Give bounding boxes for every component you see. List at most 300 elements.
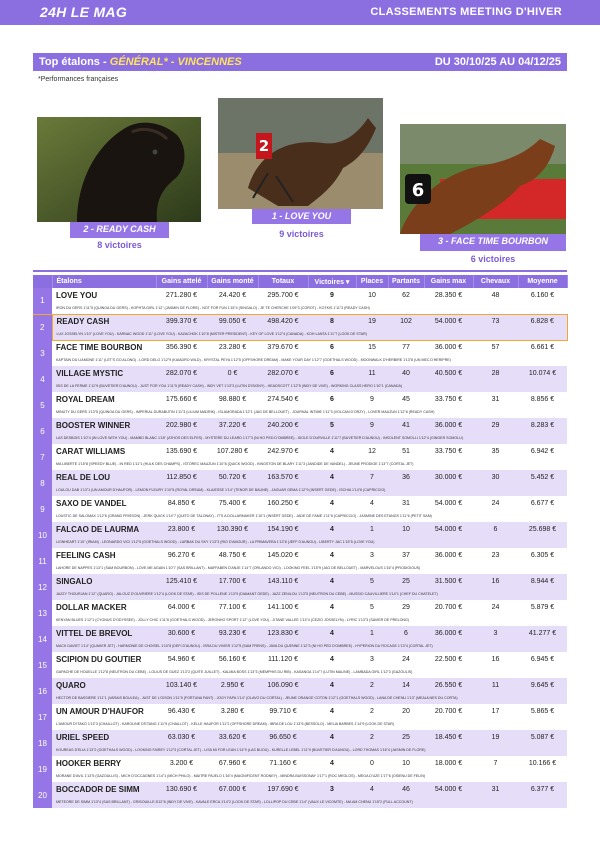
cell-chevaux: 35 (473, 444, 518, 458)
cell-attele: 130.690 € (156, 782, 207, 796)
cell-chevaux: 6 (473, 522, 518, 536)
cell-total: 160.250 € (258, 496, 308, 510)
cell-max: 54.000 € (424, 522, 473, 536)
cell-monte: 67.960 € (207, 756, 258, 770)
col-gains-max: Gains max (424, 275, 473, 288)
col-totals: Totaux (258, 275, 308, 288)
table-row-offspring (33, 588, 567, 600)
table-row-offspring (33, 718, 567, 730)
ranking-title: Top étalons - GÉNÉRAL* - VINCENNES (39, 56, 242, 68)
cell-vic: 4 (308, 678, 356, 692)
offspring-list: LAHORE DE NAPPES 1'13"1 (SAM BOURBON) - LOVE ME AGAIN 1'10"7 (SAS BRILLANT) - MAFFABEN D'ANJE 1'14"7 (ORLANDO VICI) - LOOKING FEEL 1'15"9 (JAG DE BELLOUET) - MARVELOUS 1'16"4 (PRODIGIOUS) (52, 562, 567, 574)
ranking-period: DU 30/10/25 AU 04/12/25 (434, 56, 561, 68)
cell-max: 54.000 € (424, 496, 473, 510)
cell-chevaux: 31 (473, 782, 518, 796)
cell-max: 18.450 € (424, 730, 473, 744)
table-row-offspring (33, 562, 567, 574)
cell-monte: 50.720 € (207, 470, 258, 484)
cell-attele: 175.660 € (156, 392, 207, 406)
cell-partants: 31 (388, 496, 424, 510)
cell-monte: 77.100 € (207, 600, 258, 614)
cell-places: 3 (356, 652, 388, 666)
col-gains-monte: Gains monté (207, 275, 258, 288)
table-row-offspring (33, 796, 567, 808)
cell-places: 12 (356, 444, 388, 458)
separator-line (33, 270, 567, 272)
cell-vic: 8 (308, 314, 356, 328)
stallion-name: VILLAGE MYSTIC (52, 366, 156, 380)
podium-victories-2: 8 victoires (97, 240, 142, 250)
cell-places: 9 (356, 418, 388, 432)
cell-chevaux: 29 (473, 418, 518, 432)
cell-chevaux: 11 (473, 678, 518, 692)
podium-victories-1: 9 victoires (279, 229, 324, 239)
cell-total: 498.420 € (258, 314, 308, 328)
stallion-name: LOVE YOU (52, 288, 156, 302)
podium-label-1: 1 - LOVE YOU (252, 209, 351, 224)
rank-cell: 9 (33, 496, 52, 522)
cell-vic: 4 (308, 704, 356, 718)
cell-total: 141.100 € (258, 600, 308, 614)
col-gains-attele: Gains attelé (156, 275, 207, 288)
cell-monte: 107.280 € (207, 444, 258, 458)
stallion-name: BOCCADOR DE SIMM (52, 782, 156, 796)
cell-places: 15 (356, 340, 388, 354)
cell-max: 18.000 € (424, 756, 473, 770)
cell-moyenne: 6.305 € (518, 548, 567, 562)
cell-total: 154.190 € (258, 522, 308, 536)
offspring-list: MORANE D'AVIL 1'13"5 (GAZOULLIS) - MICH D'OCCAGNES 1'14"1 (MICH PHILO) - MAITRE PAJELO 1'16"4 (MAGNIFICENT RODNEY) - MINDRA BUISSONAY 1'17"1 (ROC MEGLOS) - MEGA D'UZE 1'17"6 (OSIENU DE FELIN) (52, 770, 567, 782)
rank-cell: 16 (33, 678, 52, 704)
cell-moyenne: 6.677 € (518, 496, 567, 510)
cell-attele: 103.140 € (156, 678, 207, 692)
cell-places: 19 (356, 314, 388, 328)
stallion-name: FACE TIME BOURBON (52, 340, 156, 354)
table-row (33, 626, 567, 640)
cell-attele: 54.960 € (156, 652, 207, 666)
table-row (33, 444, 567, 458)
cell-attele: 135.690 € (156, 444, 207, 458)
cell-attele: 96.270 € (156, 548, 207, 562)
cell-moyenne: 5.087 € (518, 730, 567, 744)
cell-max: 20.700 € (424, 600, 473, 614)
cell-max: 54.000 € (424, 782, 473, 796)
rank-cell: 14 (33, 626, 52, 652)
cell-places: 3 (356, 548, 388, 562)
offspring-list: KOUREAS D'ELIA 1'13"2 (GOETHALS WOOD) - LOOKING FAIREY 1'12"3 (CORTAL JET) - LISA MI FOR LEAN 1'14"9 (LAS BIJOU) - KURELLE LEBEL 1'11"9 (BUVETIER D'AUNOU) - LORD THOMAS 1'16"4 (JASMIN DE FLORE) (52, 744, 567, 756)
stallion-name: URIEL SPEED (52, 730, 156, 744)
cell-partants: 36 (388, 470, 424, 484)
stallion-name: BOOSTER WINNER (52, 418, 156, 432)
offspring-list: ISIS DE LA FERME 1'11"9 (BUVETIER D'AUNOU) - JUST FOR YOU 1'11"5 (READY CASH) - INDY VET 1'13"3 (LUTIN D'ISIGNY) - HEADSCOTT 1'12"5 (INDY DE VIVE) - WORKING CLASS HERO 1'10"1 (CANADA) (52, 380, 567, 392)
cell-partants: 77 (388, 340, 424, 354)
cell-max: 36.000 € (424, 548, 473, 562)
footnote: *Performances françaises (38, 76, 119, 83)
cell-attele: 3.200 € (156, 756, 207, 770)
cell-max: 20.700 € (424, 704, 473, 718)
cell-moyenne: 10.074 € (518, 366, 567, 380)
offspring-list: L'AMOUR D'ITAKO 1'13"3 (CHAILLOT) - KAROLINE D'ETANG 1'11"9 (CHAILLOT) - KELLE HAUFOR 1'11"2 (OFFSHORE DREAM) - IBRA DE LOU 1'13"6 (BESSOLO) - MELIA BARBES 1'14"9 (LOOK DE STAR) (52, 718, 567, 730)
cell-vic: 4 (308, 444, 356, 458)
podium-photo-3 (400, 124, 566, 234)
cell-attele: 96.430 € (156, 704, 207, 718)
cell-total: 379.670 € (258, 340, 308, 354)
cell-max: 22.500 € (424, 652, 473, 666)
table-row (33, 496, 567, 510)
cell-partants: 24 (388, 652, 424, 666)
cell-vic: 4 (308, 756, 356, 770)
stallion-name: READY CASH (52, 314, 156, 328)
cell-vic: 4 (308, 574, 356, 588)
table-row-offspring (33, 406, 567, 418)
cell-places: 5 (356, 600, 388, 614)
cell-chevaux: 19 (473, 730, 518, 744)
cell-moyenne: 9.645 € (518, 678, 567, 692)
cell-vic: 4 (308, 522, 356, 536)
cell-moyenne: 10.166 € (518, 756, 567, 770)
stallion-name: QUARO (52, 678, 156, 692)
podium-photo-1 (218, 98, 383, 209)
table-row (33, 314, 567, 328)
table-row (33, 470, 567, 484)
rank-cell: 7 (33, 444, 52, 470)
svg-text:6: 6 (411, 180, 425, 201)
cell-places: 9 (356, 392, 388, 406)
cell-places: 0 (356, 756, 388, 770)
table-row-offspring (33, 744, 567, 756)
cell-chevaux: 23 (473, 548, 518, 562)
ranking-category: GÉNÉRAL* (109, 56, 168, 68)
cell-monte: 93.230 € (207, 626, 258, 640)
cell-total: 96.650 € (258, 730, 308, 744)
offspring-list: LIONHEART 1'10" (IRIAM) - LEONARDO VICI 1'12"5 (GOETHALS WOOD) - LARBAK DU SKY 1'13"3 (RIO D'AMOUR) - LA PRIMAVERA 1'13"8 (JEFF D'AUNOU) - LIBERTY JAC 1'15"5 (LOVE YOU) (52, 536, 567, 548)
table-row-offspring (33, 484, 567, 496)
col-starters: Partants (388, 275, 424, 288)
col-average: Moyenne (518, 275, 567, 288)
cell-places: 2 (356, 704, 388, 718)
top-bar (0, 0, 600, 25)
ranking-title-bar (33, 53, 567, 71)
cell-max: 54.000 € (424, 314, 473, 328)
cell-moyenne: 5.879 € (518, 600, 567, 614)
cell-chevaux: 24 (473, 496, 518, 510)
rank-cell: 8 (33, 470, 52, 496)
podium-victories-3: 6 victoires (470, 254, 516, 264)
cell-monte: 67.000 € (207, 782, 258, 796)
rank-cell: 10 (33, 522, 52, 548)
cell-monte: 130.390 € (207, 522, 258, 536)
stallion-name: UN AMOUR D'HAUFOR (52, 704, 156, 718)
table-row-offspring (33, 770, 567, 782)
cell-places: 2 (356, 678, 388, 692)
cell-attele: 399.370 € (156, 314, 207, 328)
cell-monte: 37.220 € (207, 418, 258, 432)
cell-vic: 4 (308, 470, 356, 484)
cell-max: 36.000 € (424, 626, 473, 640)
stallion-name: ROYAL DREAM (52, 392, 156, 406)
cell-attele: 112.850 € (156, 470, 207, 484)
cell-max: 30.000 € (424, 470, 473, 484)
cell-partants: 20 (388, 704, 424, 718)
cell-total: 274.540 € (258, 392, 308, 406)
cell-partants: 25 (388, 730, 424, 744)
podium-photo-2 (37, 117, 201, 222)
cell-monte: 48.750 € (207, 548, 258, 562)
cell-monte: 98.880 € (207, 392, 258, 406)
cell-partants: 45 (388, 392, 424, 406)
cell-places: 11 (356, 366, 388, 380)
cell-moyenne: 5.452 € (518, 470, 567, 484)
cell-monte: 99.050 € (207, 314, 258, 328)
cell-max: 33.750 € (424, 444, 473, 458)
cell-vic: 4 (308, 626, 356, 640)
cell-attele: 23.800 € (156, 522, 207, 536)
cell-moyenne: 8.944 € (518, 574, 567, 588)
stallion-name: CARAT WILLIAMS (52, 444, 156, 458)
cell-places: 1 (356, 522, 388, 536)
cell-vic: 6 (308, 392, 356, 406)
stallion-ranking-table (33, 275, 568, 808)
cell-monte: 24.420 € (207, 288, 258, 302)
offspring-list: LUX JOSSELYN 1'10" (LOVE YOU) - KARNAC WOOD 1'11" (LOVE YOU) - KAZACHOK 1'10"8 (MISTER PRESIDENT) - KEY OF LOVE 1'12"4 (CANADA) - KOH LANTA 1'11"7 (LOOK DE STAR) (52, 328, 567, 340)
rank-cell: 13 (33, 600, 52, 626)
cell-max: 31.500 € (424, 574, 473, 588)
offspring-list: LOULOU DAB 1'13"1 (UN AMOUR D'HAUFOR) - LEMON FLEURY 1'10"5 (ROYAL DREAM) - KLAIESSE 1'14" (TENOR DE BAUNE) - JAGUAR GEMA 1'12"9 (INSERT GEDE) - ISCHIA 1'14"8 (CAPRICCIO) (52, 484, 567, 496)
table-row-offspring (33, 510, 567, 522)
cell-max: 36.000 € (424, 340, 473, 354)
table-row (33, 756, 567, 770)
offspring-list: JAZZY THOURJAN 1'12" (QUARO) - JALOUZ D'OUVRIERE 1'12"4 (LOOK DE STAR) - ISIS DE POLLENE 1'13"9 (DIAMANT GEDE) - JAZZ ZENILOU 1'13"5 (NEUTRON DU CEBE) - MUSSIO CAUVILLIERE 1'14"1 (CHEF DU CHATELET) (52, 588, 567, 600)
cell-monte: 0 € (207, 366, 258, 380)
cell-partants: 6 (388, 626, 424, 640)
cell-total: 240.200 € (258, 418, 308, 432)
offspring-list: LAS DESBOIS 1'10"4 (IN LOVE WITH YOU) - MAMBO BLANC 1'18" (ATHOS DES ELFES) - MYSTERE DU LEARD 1'17"3 (NI HO PED D'OMBREE) - IDOLE D'OURVILLE 1'11"7 (BUVETIER D'AUNOU) - INSOLENT SOMOLLI 1'12"4 (GINGER SOMOLLI) (52, 432, 567, 444)
cell-attele: 202.980 € (156, 418, 207, 432)
table-row (33, 730, 567, 744)
rank-cell: 3 (33, 340, 52, 366)
table-row (33, 366, 567, 380)
cell-moyenne: 6.945 € (518, 652, 567, 666)
cell-moyenne: 6.942 € (518, 444, 567, 458)
cell-places: 1 (356, 626, 388, 640)
table-row-offspring (33, 432, 567, 444)
cell-vic: 9 (308, 288, 356, 302)
cell-vic: 5 (308, 418, 356, 432)
cell-attele: 30.600 € (156, 626, 207, 640)
cell-places: 4 (356, 496, 388, 510)
table-row-offspring (33, 666, 567, 678)
cell-chevaux: 30 (473, 470, 518, 484)
cell-chevaux: 48 (473, 288, 518, 302)
cell-vic: 4 (308, 730, 356, 744)
section-title: CLASSEMENTS MEETING D'HIVER (370, 6, 562, 18)
cell-attele: 282.070 € (156, 366, 207, 380)
offspring-list: IRON DU GERS 1'11"5 (QUINOA DU GERS) - KOPHTA GIRL 1'12" (JASMIN DE FLORE) - NOT FOR FUN 1'15"4 (SINGALO) - JE TE CHERCHE 1'09"3 (COROT) - KOTKIS 1'11"3 (READY CASH) (52, 302, 567, 314)
cell-total: 295.700 € (258, 288, 308, 302)
cell-places: 10 (356, 288, 388, 302)
cell-partants: 14 (388, 678, 424, 692)
cell-total: 71.160 € (258, 756, 308, 770)
cell-attele: 125.410 € (156, 574, 207, 588)
cell-vic: 6 (308, 366, 356, 380)
cell-partants: 46 (388, 782, 424, 796)
cell-chevaux: 3 (473, 626, 518, 640)
cell-chevaux: 7 (473, 756, 518, 770)
rank-cell: 2 (33, 314, 52, 340)
table-row (33, 704, 567, 718)
table-row-offspring (33, 354, 567, 366)
cell-chevaux: 24 (473, 600, 518, 614)
stallion-name: SINGALO (52, 574, 156, 588)
rank-cell: 12 (33, 574, 52, 600)
table-row (33, 652, 567, 666)
stallion-name: SCIPION DU GOUTIER (52, 652, 156, 666)
cell-monte: 56.160 € (207, 652, 258, 666)
cell-moyenne: 8.283 € (518, 418, 567, 432)
cell-total: 242.970 € (258, 444, 308, 458)
rank-cell: 4 (33, 366, 52, 392)
cell-monte: 75.400 € (207, 496, 258, 510)
table-row-offspring (33, 458, 567, 470)
cell-places: 2 (356, 730, 388, 744)
table-header (33, 275, 567, 288)
cell-monte: 3.280 € (207, 704, 258, 718)
cell-chevaux: 17 (473, 704, 518, 718)
cell-chevaux: 57 (473, 340, 518, 354)
cell-partants: 37 (388, 548, 424, 562)
cell-partants: 10 (388, 756, 424, 770)
offspring-list: KAPTAIN DU LIAMONE 1'11" (LET'S GO ALONG) - LORD DELO 1'12"9 (KAIADRO WILD) - KRYSTAL PEYA 1'12"5 (OFFSHORE DREAM) - MAKE YOUR DAY 1'12"7 (GOETHALS WOOD) - MOONWALK D'HERBIRE 1'13"8 (UN MEC D'HERIPRE) (52, 354, 567, 366)
cell-vic: 3 (308, 782, 356, 796)
cell-moyenne: 5.865 € (518, 704, 567, 718)
cell-vic: 4 (308, 496, 356, 510)
cell-total: 145.020 € (258, 548, 308, 562)
rank-cell: 11 (33, 548, 52, 574)
podium-label-2: 2 - READY CASH (70, 222, 169, 238)
table-row (33, 288, 567, 302)
cell-vic: 4 (308, 600, 356, 614)
cell-partants: 41 (388, 418, 424, 432)
cell-places: 4 (356, 782, 388, 796)
rank-cell: 5 (33, 392, 52, 418)
cell-chevaux: 31 (473, 392, 518, 406)
table-row (33, 418, 567, 432)
cell-vic: 4 (308, 548, 356, 562)
rank-cell: 15 (33, 652, 52, 678)
stallion-name: DOLLAR MACKER (52, 600, 156, 614)
cell-partants: 10 (388, 522, 424, 536)
cell-total: 123.830 € (258, 626, 308, 640)
cell-max: 28.350 € (424, 288, 473, 302)
cell-total: 111.120 € (258, 652, 308, 666)
cell-total: 143.110 € (258, 574, 308, 588)
table-row (33, 600, 567, 614)
col-victories-sort[interactable]: Victoires ▾ (308, 275, 356, 288)
stallion-name: HOOKER BERRY (52, 756, 156, 770)
cell-attele: 356.390 € (156, 340, 207, 354)
cell-chevaux: 16 (473, 574, 518, 588)
offspring-list: MINUTY DU GERS 1'13"5 (QUINOA DU GERS) - IMPERIAL DURABUTIN 1'11"3 (LILIUM MADRIK) - ISLAMORADA 1'12"1 (JAG DE BELLOUET) - JOURNAL INTIME 1'11"3 (VOLCAN D'ORZY) - LOVER MAUZUN 1'12"6 (READY CASH) (52, 406, 567, 418)
offspring-list: HECTOR DE BASSIERE 1'11"1 (VARAIS BOULEA) - JUST DE L'OISON 1'11"5 (FORTUNA FANT) - JOGY FAPA 1'14" (OLAVO DU CORTAL) - JEUNE ORANGE COTON 1'12"1 (GOETHALS WOOD) - LANA DE CHENU 1'13" (MEAULNES DU CORTA) (52, 692, 567, 704)
cell-attele: 64.000 € (156, 600, 207, 614)
cell-max: 33.750 € (424, 392, 473, 406)
offspring-list: GAPACHE DE HOUELLE 1'12"8 (NEUTRON DU CEBE) - LOLIUS DE GUEZ 1'13"2 (QUITE JUILLET) - KALMIA BOSS 1'13"3 (MEMPHIS DU RIB) - KASANGA 1'14"7 (LUTIN MALINE) - LAMBADA GIRL 1'12"3 (GAZOULIS) (52, 666, 567, 678)
cell-max: 40.500 € (424, 366, 473, 380)
table-row-offspring (33, 328, 567, 340)
cell-partants: 102 (388, 314, 424, 328)
col-rank (33, 275, 52, 288)
cell-total: 197.690 € (258, 782, 308, 796)
col-stallions: Étalons (52, 275, 156, 288)
rank-cell: 1 (33, 288, 52, 314)
table-row (33, 782, 567, 796)
cell-chevaux: 28 (473, 366, 518, 380)
offspring-list: MA LIBERTE 1'15"8 (SPEEDY BLUE) - IN RED 1'11"1 (HULK DES CHAMPS) - ISTOREC MAUZUN 1'10"8 (QUICK WOOD) - KINGSTON DE BLARY 1'11"3 (JANDIDE DE VANDEL) - JEUNE PRODIGE 1'13"7 (CORTAL JET) (52, 458, 567, 470)
rank-cell: 20 (33, 782, 52, 808)
cell-vic: 6 (308, 340, 356, 354)
cell-places: 7 (356, 470, 388, 484)
table-row (33, 340, 567, 354)
stallion-name: SAXO DE VANDEL (52, 496, 156, 510)
cell-monte: 2.950 € (207, 678, 258, 692)
cell-places: 5 (356, 574, 388, 588)
cell-moyenne: 6.160 € (518, 288, 567, 302)
stallion-name: VITTEL DE BREVOL (52, 626, 156, 640)
cell-partants: 51 (388, 444, 424, 458)
cell-moyenne: 6.828 € (518, 314, 567, 328)
col-horses: Chevaux (473, 275, 518, 288)
rank-cell: 6 (33, 418, 52, 444)
cell-attele: 84.850 € (156, 496, 207, 510)
offspring-list: KENYAN BLUES 1'12"1 (CYGNUS D'ODYSSEE) - JOLLY CHIC 1'11"6 (GOETHALS WOOD) - JERONHO SPORT 1'12" (LOVE YOU) - JITANE VALLEE 1'13"4 (CEZIO JOSSELYN) - LYRIC 1'13"3 (SAVIER DE PRELONG) (52, 614, 567, 626)
cell-total: 163.570 € (258, 470, 308, 484)
offspring-list: MACK DAVIET 1'14" (QUAKER JET) - HARMONIE DE CHOISEL 1'10"8 (DEFI D'AUNOU) - ISRA DU VIVIER 1'12"5 (SAM FRENS) - JAVA DU QUENNE 1'12"3 (NI HO PED D'OMBREE) - HYPERION DU ROCAGE 1'13"4 (CORTAL JET) (52, 640, 567, 652)
podium-label-3: 3 - FACE TIME BOURBON (420, 234, 566, 251)
cell-monte: 33.620 € (207, 730, 258, 744)
cell-max: 26.550 € (424, 678, 473, 692)
cell-total: 282.070 € (258, 366, 308, 380)
table-row (33, 574, 567, 588)
magazine-title: 24H LE MAG (40, 4, 128, 20)
stallion-name: FALCAO DE LAURMA (52, 522, 156, 536)
cell-moyenne: 6.377 € (518, 782, 567, 796)
table-row (33, 392, 567, 406)
rank-cell: 18 (33, 730, 52, 756)
table-row-offspring (33, 692, 567, 704)
table-row-offspring (33, 380, 567, 392)
cell-partants: 29 (388, 600, 424, 614)
table-row-offspring (33, 302, 567, 314)
cell-moyenne: 41.277 € (518, 626, 567, 640)
table-row (33, 678, 567, 692)
table-row (33, 548, 567, 562)
cell-monte: 23.280 € (207, 340, 258, 354)
ranking-venue: VINCENNES (177, 56, 242, 68)
cell-attele: 63.030 € (156, 730, 207, 744)
table-row-offspring (33, 536, 567, 548)
cell-moyenne: 25.698 € (518, 522, 567, 536)
cell-partants: 62 (388, 288, 424, 302)
col-places: Places (356, 275, 388, 288)
table-row-offspring (33, 640, 567, 652)
cell-monte: 17.700 € (207, 574, 258, 588)
cell-moyenne: 8.856 € (518, 392, 567, 406)
cell-chevaux: 16 (473, 652, 518, 666)
svg-text:2: 2 (258, 137, 270, 155)
cell-partants: 25 (388, 574, 424, 588)
cell-attele: 271.280 € (156, 288, 207, 302)
stallion-name: REAL DE LOU (52, 470, 156, 484)
